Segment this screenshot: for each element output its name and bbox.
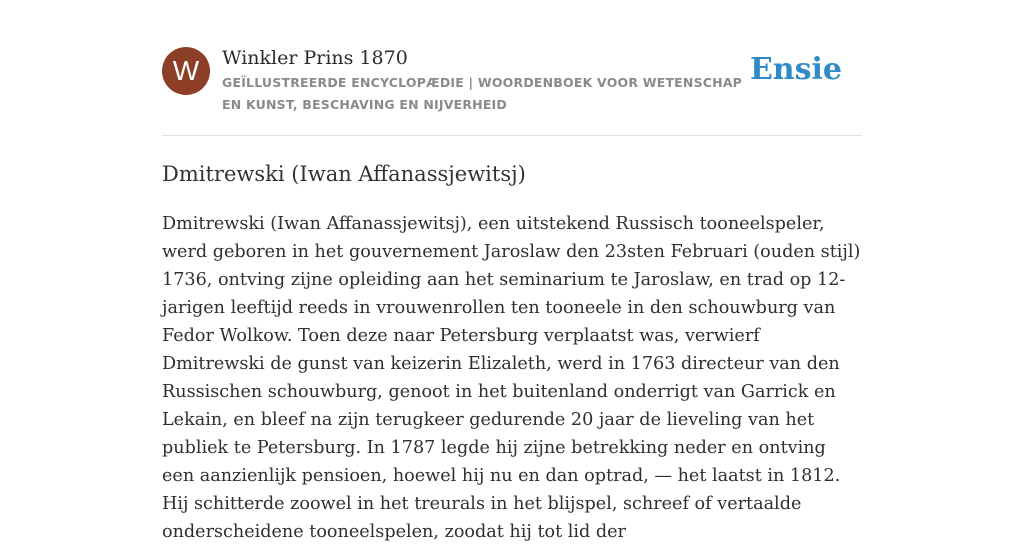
source-subtitle: GEÏLLUSTREERDE ENCYCLOPÆDIE | WOORDENBOEK VOOR WETENSCHAP EN KUNST, BESCHAVING EN NIJVERHEID bbox=[222, 75, 743, 112]
source-avatar[interactable]: W bbox=[162, 47, 210, 95]
article-body: Dmitrewski (Iwan Affanassjewitsj), een uitstekend Russisch tooneelspeler, werd geboren in het gouvernement Jaroslaw den 23sten Februari (ouden stijl) 1736, ontving zijne opleiding aan het seminarium te Jaroslaw, en trad op 12-jarigen leeftijd reeds in vrouwenrollen ten tooneele in den schouwburg van Fedor Wolkow. Toen deze naar Petersburg verplaatst was, verwierf Dmitrewski de gunst van keizerin Elizaleth, werd in 1763 directeur van den Russischen schouwburg, genoot in het buitenland onderrigt van Garrick en Lekain, en bleef na zijn terugkeer gedurende 20 jaar de lieveling van het publiek te Petersburg. In 1787 legde hij zijne betrekking neder en ontving een aanzienlijk pensioen, hoewel hij nu en dan optrad, — het laatst in 1812. Hij schitterde zoowel in het treurals in het blijspel, schreef of vertaalde onderscheidene tooneelspelen, zoodat hij tot lid der bbox=[162, 214, 861, 542]
source-header bbox=[162, 46, 862, 136]
content-container bbox=[162, 46, 862, 546]
ensie-logo[interactable]: Ensie bbox=[749, 52, 842, 87]
article-title: Dmitrewski (Iwan Affanassjewitsj) bbox=[162, 162, 526, 186]
source-title[interactable]: Winkler Prins 1870 bbox=[222, 47, 408, 69]
